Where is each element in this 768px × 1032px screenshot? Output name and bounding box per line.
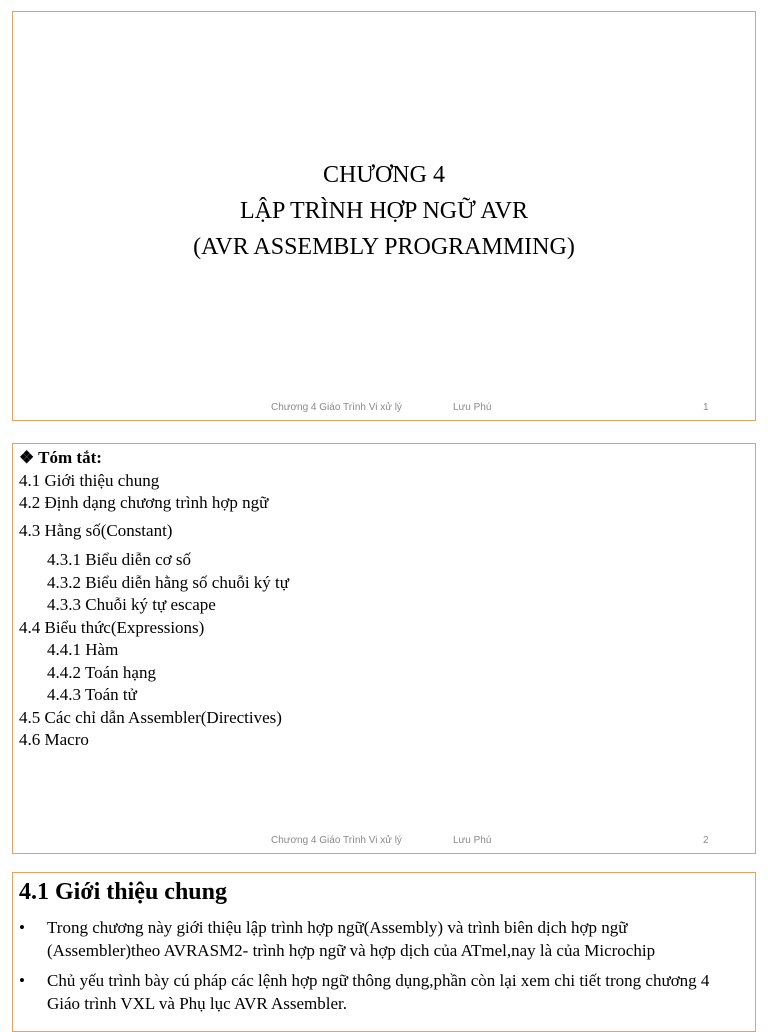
bullet-list [19, 917, 735, 1023]
bullet-text: Chủ yếu trình bày cú pháp các lệnh hợp ngữ thông dụng,phần còn lại xem chi tiết trong chương 4 Giáo trình VXL và Phụ lục AVR Assembler. [47, 971, 710, 1013]
toc-subitem: 4.4.1 Hàm [47, 640, 119, 659]
footer-author: Lưu Phú [453, 835, 492, 846]
toc-item: 4.6 Macro [19, 730, 89, 749]
toc-subitem: 4.3.1 Biểu diễn cơ số [47, 550, 192, 569]
slide-1-title [13, 157, 755, 265]
toc-subitem: 4.4.3 Toán tử [47, 685, 137, 704]
slide-3 [12, 872, 756, 1032]
bullet-icon: • [19, 918, 25, 937]
toc-subitem: 4.3.3 Chuỗi ký tự escape [47, 595, 216, 614]
bullet-text: Trong chương này giới thiệu lập trình hợp ngữ(Assembly) và trình biên dịch hợp ngữ (Assembler)theo AVRASM2- trình hợp ngữ và hợp dịch của ATmel,nay là của Microchip [47, 918, 656, 960]
footer-author: Lưu Phú [453, 402, 492, 413]
chapter-title-en: (AVR ASSEMBLY PROGRAMMING) [193, 234, 575, 260]
bullet-item [19, 970, 735, 1015]
slide-1-footer [13, 402, 755, 416]
toc-subitem: 4.3.2 Biểu diễn hằng số chuỗi ký tự [47, 572, 289, 592]
table-of-contents [19, 447, 289, 752]
bullet-item [19, 917, 735, 962]
section-title: 4.1 Giới thiệu chung [19, 879, 227, 905]
slide-2-footer [13, 835, 755, 849]
toc-subitem: 4.4.2 Toán hạng [47, 662, 156, 682]
footer-course: Chương 4 Giáo Trình Vi xử lý [271, 835, 402, 846]
chapter-number: CHƯƠNG 4 [323, 162, 445, 188]
toc-item: 4.4 Biểu thức(Expressions) [19, 617, 205, 637]
toc-item: 4.5 Các chỉ dẫn Assembler(Directives) [19, 707, 282, 727]
slide-2 [12, 443, 756, 854]
footer-page-number: 2 [703, 835, 709, 846]
footer-page-number: 1 [703, 402, 709, 413]
chapter-title-vi: LẬP TRÌNH HỢP NGỮ AVR [240, 198, 528, 224]
footer-course: Chương 4 Giáo Trình Vi xử lý [271, 402, 402, 413]
toc-item: 4.1 Giới thiệu chung [19, 470, 160, 490]
toc-item: 4.3 Hằng số(Constant) [19, 520, 173, 540]
bullet-icon: • [19, 971, 25, 990]
toc-item: 4.2 Định dạng chương trình hợp ngữ [19, 493, 269, 512]
summary-heading: ❖ Tóm tắt: [19, 448, 102, 467]
slide-1 [12, 11, 756, 421]
